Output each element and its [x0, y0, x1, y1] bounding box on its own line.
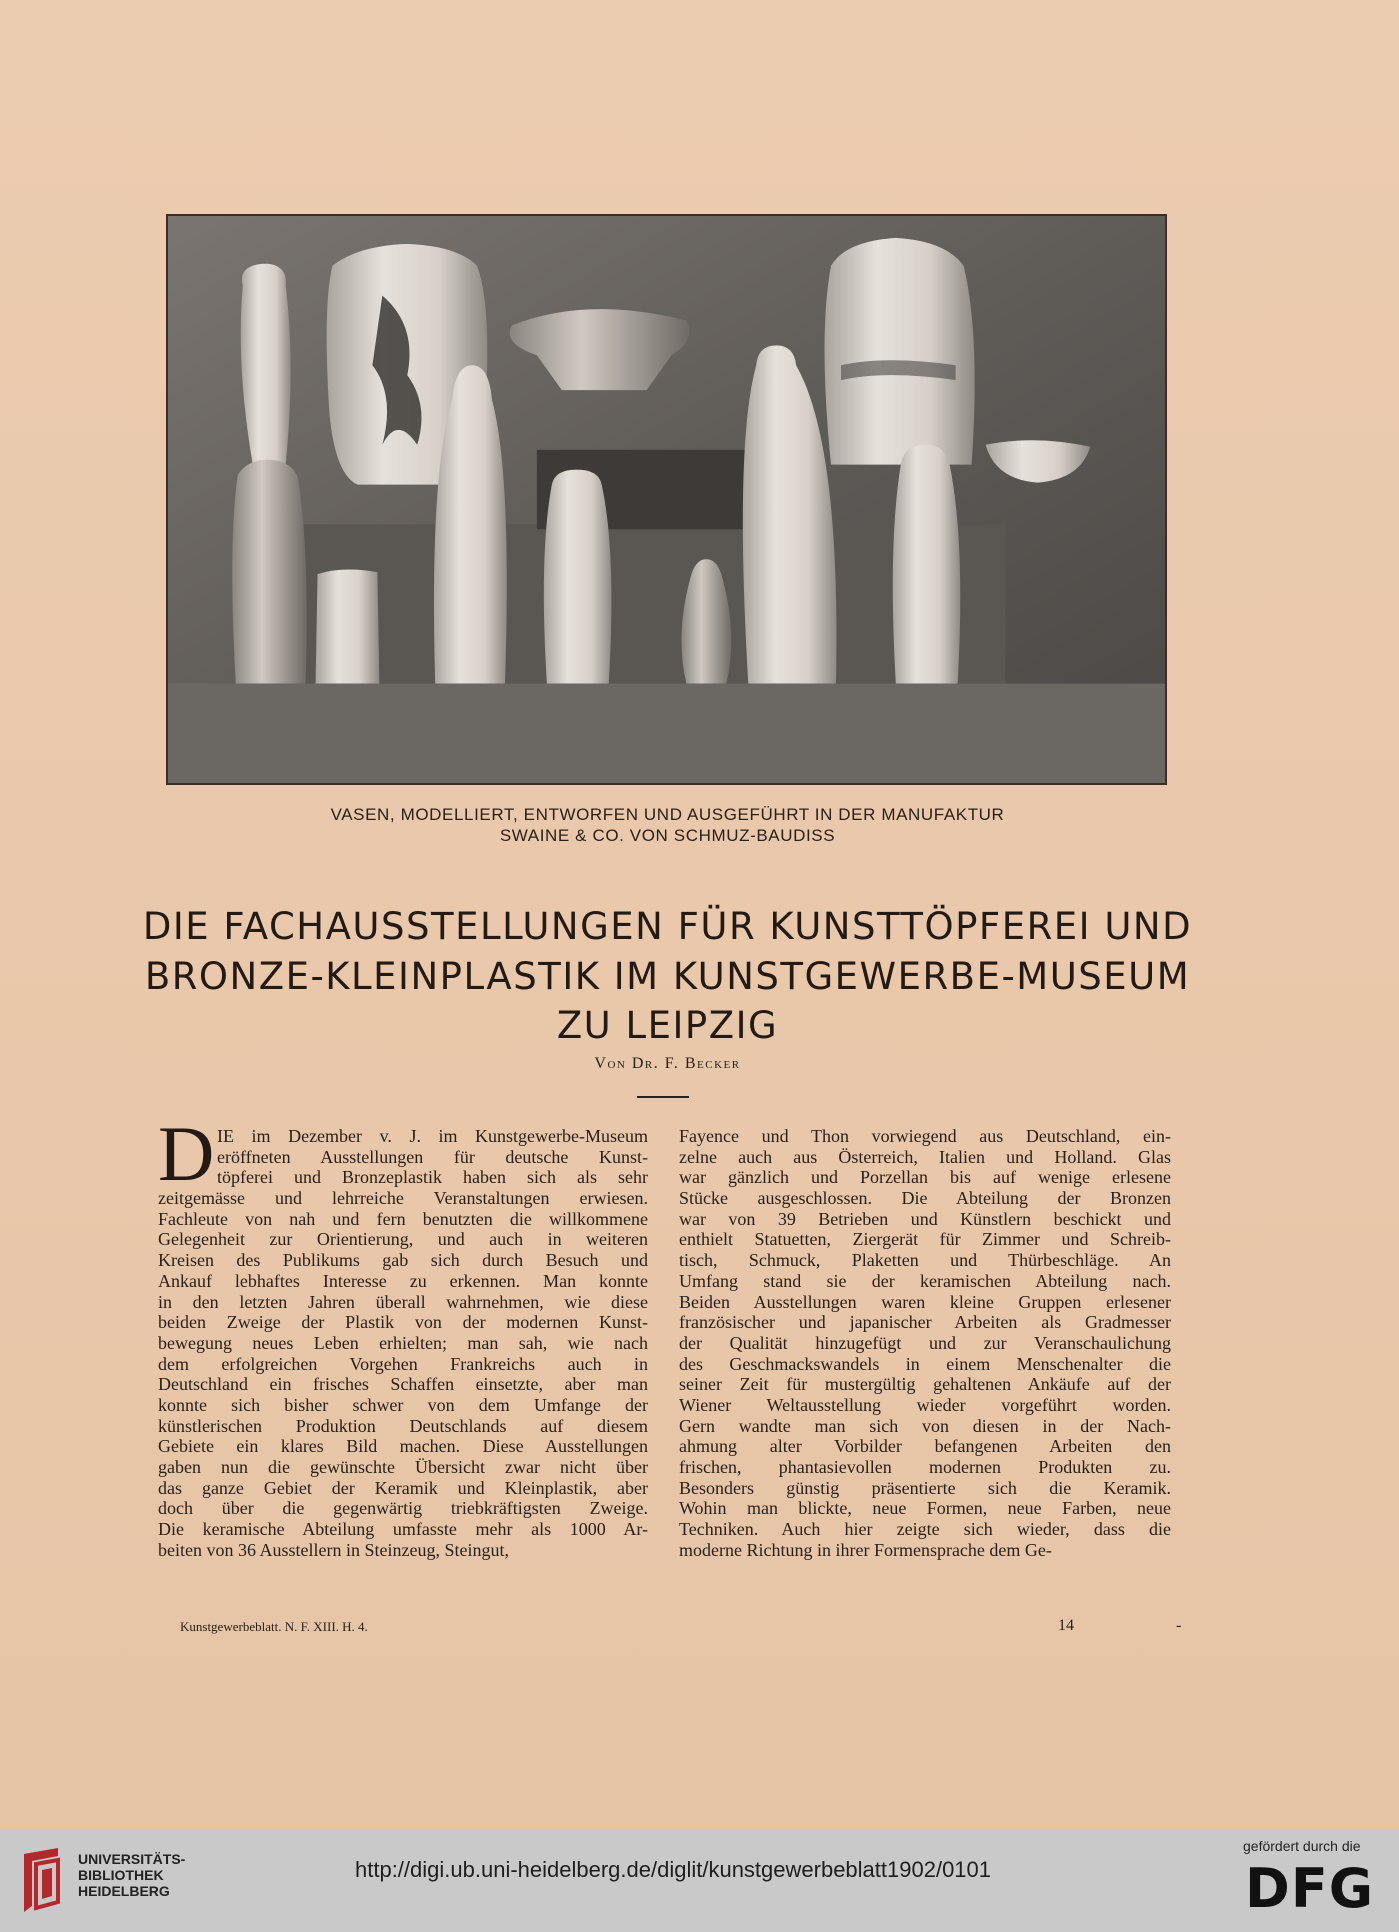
article-line: moderne Richtung in ihrer Formensprache dem Ge-	[679, 1539, 1052, 1560]
article-title-line-1: DIE FACHAUSSTELLUNGEN FÜR KUNSTTÖPFEREI UND	[142, 905, 1193, 948]
page-dash: -	[1176, 1617, 1182, 1634]
article-title-line-2: BRONZE-KLEINPLASTIK IM KUNSTGEWERBE-MUSEUM	[144, 955, 1191, 998]
page-number: 14	[1058, 1617, 1074, 1634]
article-line: künstlerischen Produktion Deutschlands auf diesem	[158, 1415, 648, 1436]
permalink-url[interactable]: http://digi.ub.uni-heidelberg.de/diglit/kunstgewerbeblatt1902/0101	[355, 1857, 992, 1882]
article-line: das ganze Gebiet der Keramik und Kleinplastik, aber	[158, 1477, 648, 1498]
title-rule	[637, 1096, 689, 1098]
article-line: Umfang stand sie der keramischen Abteilung nach.	[679, 1270, 1171, 1291]
article-line: Ankauf lebhaftes Interesse zu erkennen. Man konnte	[158, 1270, 648, 1291]
caption-line-2: SWAINE & CO. VON SCHMUZ-BAUDISS	[499, 826, 836, 845]
article-line: eröffneten Ausstellungen für deutsche Kunst-	[217, 1146, 648, 1167]
journal-reference: Kunstgewerbeblatt. N. F. XIII. H. 4.	[180, 1619, 368, 1634]
article-line: IE im Dezember v. J. im Kunstgewerbe-Museum	[217, 1126, 648, 1146]
caption-line-1: VASEN, MODELLIERT, ENTWORFEN UND AUSGEFÜHRT IN DER MANUFAKTUR	[330, 805, 1005, 824]
article-line: doch über die gegenwärtig triebkräftigsten Zweige.	[158, 1498, 648, 1519]
article-line: französischer und japanischer Arbeiten als Gradmesser	[679, 1312, 1171, 1333]
article-line: frischen, phantasievollen modernen Produkten zu.	[679, 1457, 1171, 1477]
article-line: war gänzlich und Porzellan bis auf wenige erlesene	[679, 1167, 1171, 1188]
library-name-line-2: BIBLIOTHEK	[78, 1867, 164, 1883]
article-line: Deutschland ein frisches Schaffen einsetzte, aber man	[158, 1374, 648, 1395]
article-line: Gern wandte man sich von diesen in der Nach-	[679, 1415, 1171, 1436]
article-line: Die keramische Abteilung umfasste mehr als 1000 Ar-	[158, 1519, 648, 1540]
article-line: konnte sich bisher schwer von dem Umfange der	[158, 1394, 648, 1415]
article-line: ahmung alter Vorbilder befangenen Arbeiten den	[679, 1436, 1171, 1457]
article-column-right	[679, 1126, 1171, 1560]
library-name	[78, 1851, 185, 1899]
funding-note: gefördert durch die	[1243, 1838, 1361, 1854]
article-line: in den letzten Jahren überall wahrnehmen, wie diese	[158, 1291, 648, 1312]
article-line: töpferei und Bronzeplastik haben sich als sehr	[217, 1167, 648, 1188]
article-line: zelne auch aus Österreich, Italien und Holland. Glas	[679, 1146, 1171, 1167]
article-line: Gebiete ein klares Bild machen. Diese Ausstellungen	[158, 1436, 648, 1457]
article-line: beiden Zweige der Plastik von der modernen Kunst-	[158, 1312, 648, 1333]
article-line: dem erfolgreichen Vorgehen Frankreichs auch in	[158, 1353, 648, 1374]
article-line: Wohin man blickte, neue Formen, neue Farben, neue	[679, 1498, 1171, 1519]
article-line: seiner Zeit für mustergültig gehaltenen Ankäufe auf der	[679, 1374, 1171, 1395]
article-line: des Geschmackswandels in einem Menschenalter die	[679, 1353, 1171, 1374]
dfg-logo[interactable]: DFG	[1245, 1857, 1375, 1920]
article-line: Besonders günstig präsentierte sich die Keramik.	[679, 1477, 1171, 1498]
library-name-line-1: UNIVERSITÄTS-	[78, 1851, 186, 1867]
article-line: gaben nun die gewünschte Übersicht zwar nicht über	[158, 1457, 648, 1477]
article-line: Stücke ausgeschlossen. Die Abteilung der Bronzen	[679, 1188, 1171, 1209]
byline: Von Dr. F. Becker	[594, 1055, 741, 1072]
article-line: Beiden Ausstellungen waren kleine Gruppen erlesener	[679, 1291, 1171, 1312]
article-line: bewegung neues Leben erhielten; man sah, wie nach	[158, 1332, 648, 1353]
article-column-left	[158, 1126, 648, 1560]
vases-photograph	[166, 214, 1167, 785]
article-line: Techniken. Auch hier zeigte sich wieder, dass die	[679, 1519, 1171, 1540]
article-line: war von 39 Betrieben und Künstlern beschickt und	[679, 1208, 1171, 1229]
article-line: enthielt Statuetten, Ziergerät für Zimmer und Schreib-	[679, 1229, 1171, 1250]
drop-cap: D	[158, 1110, 215, 1197]
article-line: zeitgemässe und lehrreiche Veranstaltungen erwiesen.	[158, 1188, 648, 1209]
article-line: Gelegenheit zur Orientierung, und auch in weiteren	[158, 1229, 648, 1250]
article-title-line-3: ZU LEIPZIG	[556, 1004, 779, 1047]
article-line: der Qualität hinzugefügt und zur Veranschaulichung	[679, 1332, 1171, 1353]
article-line: Fayence und Thon vorwiegend aus Deutschland, ein-	[679, 1126, 1171, 1146]
article-line: tisch, Schmuck, Plaketten und Thürbeschläge. An	[679, 1250, 1171, 1271]
article-line: beiten von 36 Ausstellern in Steinzeug, Steingut,	[158, 1539, 509, 1560]
article-line: Wiener Weltausstellung wieder vorgeführt worden.	[679, 1394, 1171, 1415]
library-name-line-3: HEIDELBERG	[78, 1883, 170, 1899]
article-line: Fachleute von nah und fern benutzten die willkommene	[158, 1208, 648, 1229]
vases-illustration	[168, 216, 1165, 783]
article-line: Kreisen des Publikums gab sich durch Besuch und	[158, 1250, 648, 1271]
university-library-logo-icon[interactable]	[18, 1846, 64, 1916]
